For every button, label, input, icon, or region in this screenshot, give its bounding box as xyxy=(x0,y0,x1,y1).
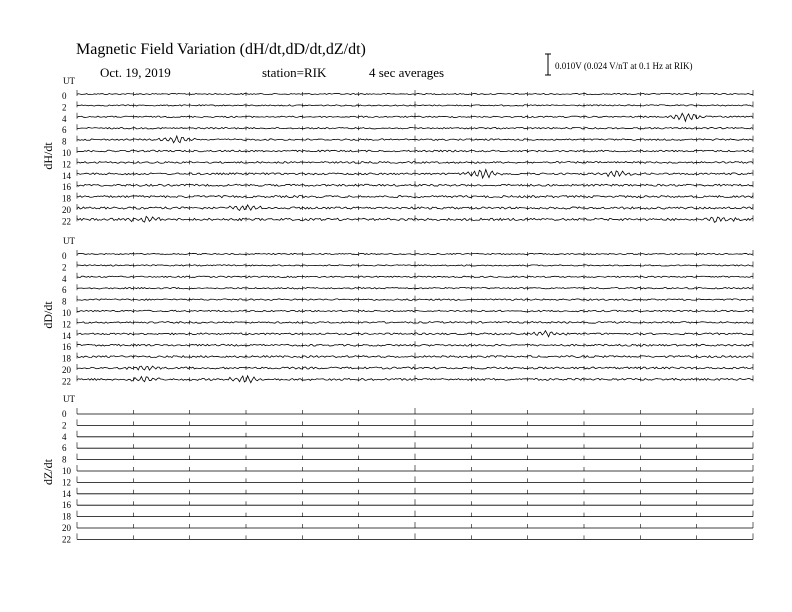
trace-row xyxy=(62,533,753,544)
row-hour-label: 16 xyxy=(62,342,71,353)
row-hour-label: 12 xyxy=(62,159,71,170)
trace-row xyxy=(62,442,753,453)
row-hour-label: 8 xyxy=(62,454,67,465)
panel-dH-dt xyxy=(41,76,753,226)
scale-bar xyxy=(545,54,551,75)
row-hour-label: 8 xyxy=(62,136,67,147)
trace-row xyxy=(62,261,753,272)
trace-row xyxy=(62,511,753,522)
panel-ylabel: dD/dt xyxy=(41,301,55,329)
trace-row xyxy=(62,364,753,375)
row-hour-label: 8 xyxy=(62,296,67,307)
trace-row xyxy=(62,273,753,284)
row-hour-label: 20 xyxy=(62,523,71,533)
trace-row xyxy=(62,215,753,226)
trace-row xyxy=(62,353,753,364)
row-hour-label: 6 xyxy=(62,443,67,454)
station-label: station=RIK xyxy=(262,65,327,80)
row-hour-label: 4 xyxy=(62,113,67,124)
row-hour-label: 4 xyxy=(62,273,67,284)
trace-row xyxy=(62,488,753,499)
trace-row xyxy=(62,181,753,192)
row-hour-label: 18 xyxy=(62,511,71,522)
trace-row xyxy=(62,250,753,261)
row-hour-label: 22 xyxy=(62,216,71,227)
trace-row xyxy=(62,101,753,112)
trace-row xyxy=(62,465,753,476)
trace-row xyxy=(62,341,753,352)
row-hour-label: 0 xyxy=(62,91,67,101)
row-hour-label: 12 xyxy=(62,319,71,330)
ut-axis-label: UT xyxy=(63,394,75,404)
panel-ylabel: dZ/dt xyxy=(41,459,55,485)
trace-row xyxy=(62,136,753,147)
row-hour-label: 20 xyxy=(62,205,71,215)
row-hour-label: 4 xyxy=(62,431,67,442)
row-hour-label: 16 xyxy=(62,500,71,511)
date-label: Oct. 19, 2019 xyxy=(100,65,171,80)
row-hour-label: 10 xyxy=(62,148,71,158)
trace-row xyxy=(62,204,753,215)
trace-row xyxy=(62,375,753,386)
panel-ylabel: dH/dt xyxy=(41,142,55,170)
row-hour-label: 6 xyxy=(62,285,67,296)
row-hour-label: 2 xyxy=(62,420,67,431)
row-hour-label: 14 xyxy=(62,330,71,341)
trace-row xyxy=(62,113,753,124)
row-hour-label: 22 xyxy=(62,376,71,387)
averaging-label: 4 sec averages xyxy=(369,65,445,80)
row-hour-label: 2 xyxy=(62,102,67,113)
trace-row xyxy=(62,170,753,181)
trace-row xyxy=(62,476,753,487)
row-hour-label: 22 xyxy=(62,534,71,545)
trace-row xyxy=(62,90,753,101)
ut-axis-label: UT xyxy=(63,76,75,86)
chart-title: Magnetic Field Variation (dH/dt,dD/dt,dZ/dt) xyxy=(76,41,366,58)
trace-row xyxy=(62,307,753,318)
row-hour-label: 0 xyxy=(62,251,67,261)
trace-row xyxy=(62,499,753,510)
row-hour-label: 20 xyxy=(62,365,71,375)
panel-dZ-dt xyxy=(41,394,753,544)
row-hour-label: 16 xyxy=(62,182,71,193)
row-hour-label: 10 xyxy=(62,308,71,318)
row-hour-label: 10 xyxy=(62,466,71,476)
trace-row xyxy=(62,318,753,329)
trace-row xyxy=(62,124,753,135)
row-hour-label: 18 xyxy=(62,193,71,204)
trace-row xyxy=(62,408,753,419)
trace-row xyxy=(62,296,753,307)
trace-row xyxy=(62,158,753,169)
trace-row xyxy=(62,193,753,204)
panels xyxy=(41,76,753,544)
trace-row xyxy=(62,330,753,341)
trace-row xyxy=(62,147,753,158)
trace-row xyxy=(62,431,753,442)
trace-row xyxy=(62,419,753,430)
row-hour-label: 14 xyxy=(62,170,71,181)
trace-row xyxy=(62,284,753,295)
row-hour-label: 14 xyxy=(62,488,71,499)
row-hour-label: 12 xyxy=(62,477,71,488)
row-hour-label: 2 xyxy=(62,262,67,273)
trace-row xyxy=(62,454,753,465)
ut-axis-label: UT xyxy=(63,236,75,246)
scale-note: 0.010V (0.024 V/nT at 0.1 Hz at RIK) xyxy=(555,61,693,71)
row-hour-label: 18 xyxy=(62,353,71,364)
panel-dD-dt xyxy=(41,236,753,386)
row-hour-label: 6 xyxy=(62,125,67,136)
row-hour-label: 0 xyxy=(62,409,67,419)
trace-row xyxy=(62,522,753,533)
